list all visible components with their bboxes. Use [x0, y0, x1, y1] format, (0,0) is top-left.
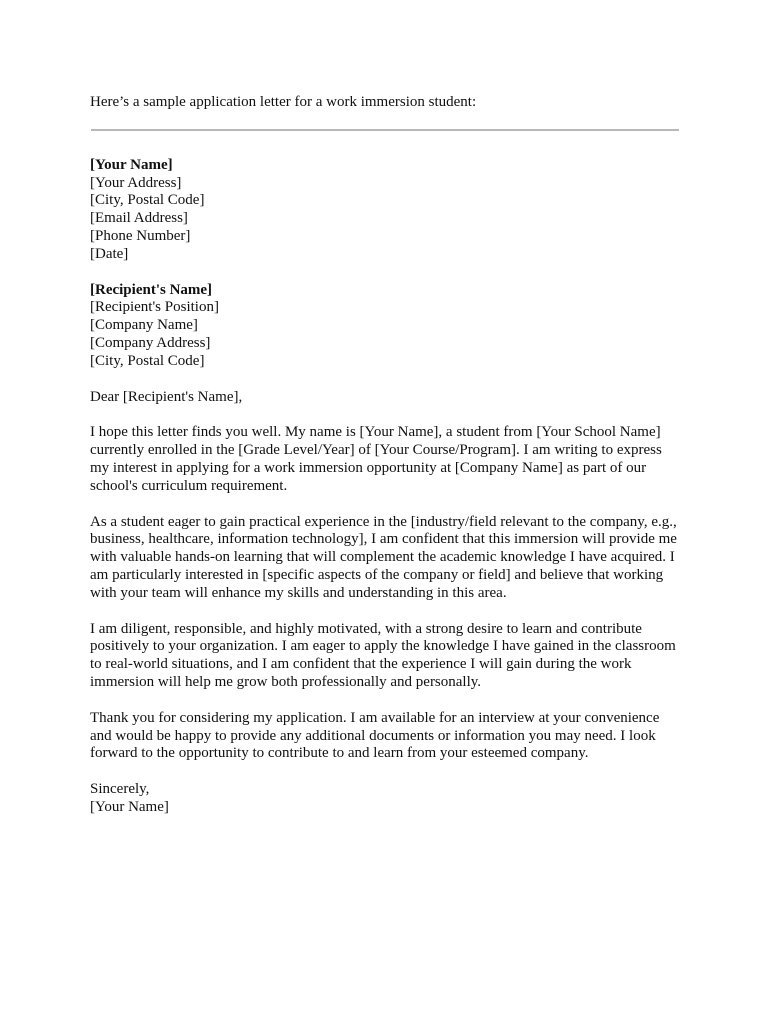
letter-page [90, 94, 680, 817]
sender-name: [Your Name] [90, 156, 173, 173]
recipient-block [90, 282, 680, 371]
recipient-address: [Company Address] [90, 334, 211, 351]
body-paragraph-2: As a student eager to gain practical experience in the [industry/field relevant to the company, e.g., business, healthcare, information technology], I am confident that this immersion will provide me with valuable hands-on learning that will complement the academic knowledge I have acquired. I am particularly interested in [specific aspects of the company or field] and believe that working with your team will enhance my skills and understanding in this area. [90, 513, 677, 601]
horizontal-divider [91, 129, 679, 131]
sender-phone: [Phone Number] [90, 227, 191, 244]
intro-text: Here’s a sample application letter for a work immersion student: [90, 94, 477, 110]
body-paragraph-3: I am diligent, responsible, and highly motivated, with a strong desire to learn and contribute positively to your organization. I am eager to apply the knowledge I have gained in the classroom to real-world situations, and I am confident that the experience I will gain during the work immersion will help me grow both professionally and personally. [90, 620, 676, 690]
body-paragraph-4: Thank you for considering my application. I am available for an interview at your convenience and would be happy to provide any additional documents or information you may need. I look forward to the opportunity to contribute to and learn from your esteemed company. [90, 709, 660, 762]
recipient-city: [City, Postal Code] [90, 352, 205, 369]
signature-name: [Your Name] [90, 798, 169, 815]
sender-city: [City, Postal Code] [90, 192, 205, 209]
closing-block [90, 781, 680, 817]
sender-address: [Your Address] [90, 174, 182, 191]
sender-email: [Email Address] [90, 210, 188, 227]
sender-date: [Date] [90, 245, 129, 262]
salutation: Dear [Recipient's Name], [90, 388, 243, 405]
sender-block [90, 157, 680, 264]
recipient-position: [Recipient's Position] [90, 299, 219, 316]
recipient-company: [Company Name] [90, 317, 198, 334]
recipient-name: [Recipient's Name] [90, 281, 213, 298]
body-paragraph-1: I hope this letter finds you well. My name is [Your Name], a student from [Your School Name] currently enrolled in the [Grade Level/Year] of [Your Course/Program]. I am writing to express my interest in applying for a work immersion opportunity at [Company Name] as part of our school's curriculum requirement. [90, 424, 662, 494]
valediction: Sincerely, [90, 781, 150, 798]
